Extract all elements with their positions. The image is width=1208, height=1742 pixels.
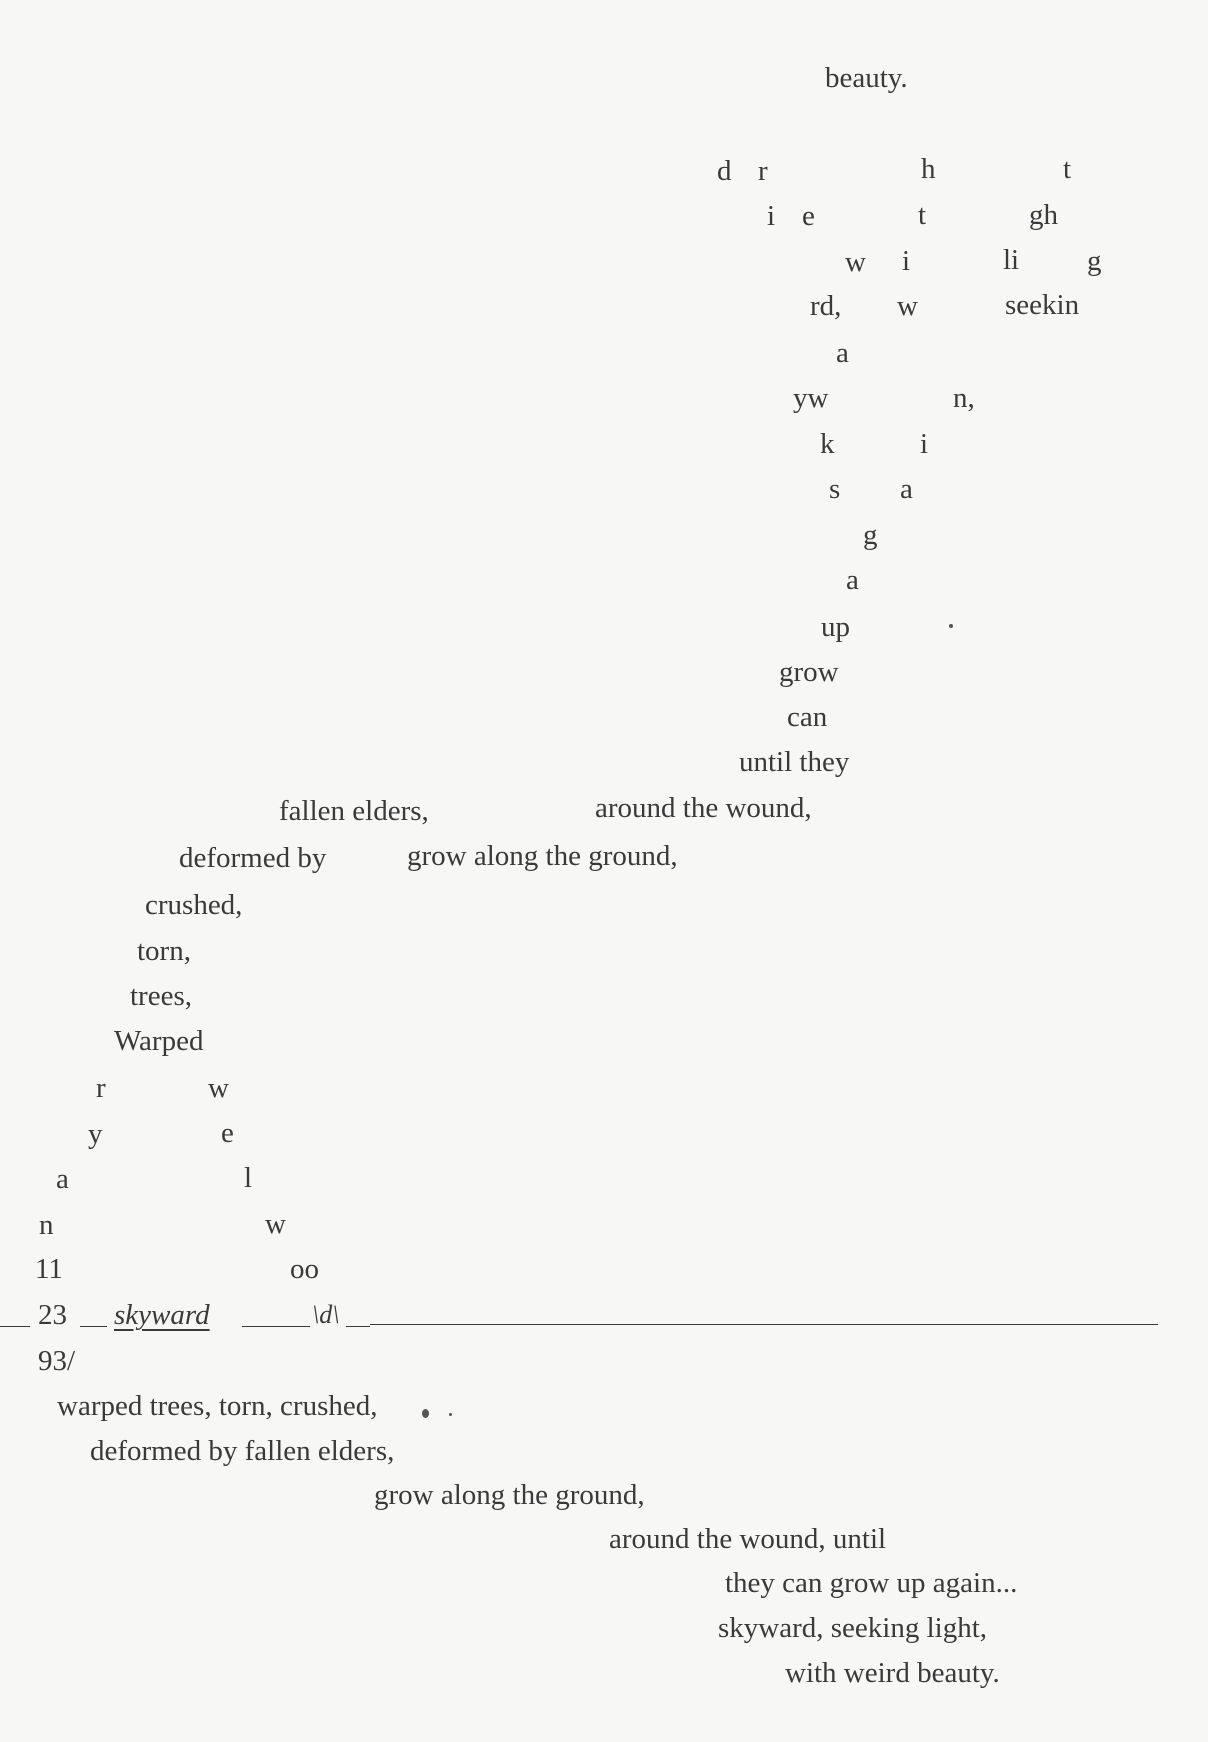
scattered-fragment: grow xyxy=(779,656,839,688)
scan-speck xyxy=(449,1413,452,1416)
scattered-fragment: g xyxy=(863,519,878,551)
prose-line: with weird beauty. xyxy=(785,1657,1000,1689)
scattered-fragment: r xyxy=(758,155,768,187)
prose-line: skyward, seeking light, xyxy=(718,1612,988,1644)
scattered-fragment: t xyxy=(918,199,927,231)
scattered-fragment: k xyxy=(820,428,835,460)
scattered-fragment: g xyxy=(1087,245,1102,277)
form-rule xyxy=(370,1324,1158,1325)
scattered-fragment: t xyxy=(1063,153,1072,185)
scattered-fragment: a xyxy=(56,1163,69,1195)
scattered-fragment: i xyxy=(920,428,929,460)
scattered-fragment: w xyxy=(897,290,918,322)
scattered-fragment: w xyxy=(265,1208,286,1240)
scattered-fragment: grow along the ground, xyxy=(407,840,678,872)
scattered-fragment: up xyxy=(821,611,850,643)
prose-line: warped trees, torn, crushed, xyxy=(57,1390,378,1422)
scattered-fragment: i xyxy=(902,245,911,277)
form-mark: \d\ xyxy=(312,1300,340,1329)
scattered-fragment: li xyxy=(1003,244,1020,276)
scattered-fragment: gh xyxy=(1029,199,1058,231)
scattered-fragment: torn, xyxy=(137,935,191,967)
scattered-fragment: rd, xyxy=(810,290,842,322)
scattered-fragment: n, xyxy=(953,382,975,414)
scattered-fragment: 11 xyxy=(35,1253,63,1285)
form-number: 23 xyxy=(38,1299,67,1331)
scattered-fragment: trees, xyxy=(130,980,192,1012)
scattered-fragment: a xyxy=(900,473,913,505)
scattered-fragment: seekin xyxy=(1005,289,1080,321)
scattered-fragment: w xyxy=(208,1072,229,1104)
prose-line: around the wound, until xyxy=(609,1523,887,1555)
form-blank xyxy=(80,1326,107,1327)
form-word: skyward xyxy=(114,1299,210,1331)
form-blank xyxy=(346,1326,370,1327)
scattered-fragment: i xyxy=(767,200,776,232)
scattered-fragment: oo xyxy=(290,1253,319,1285)
prose-line: deformed by fallen elders, xyxy=(90,1435,395,1467)
scattered-fragment: fallen elders, xyxy=(279,795,429,827)
scattered-fragment: y xyxy=(88,1118,103,1150)
scattered-fragment: around the wound, xyxy=(595,792,812,824)
scattered-fragment: a xyxy=(836,337,849,369)
scattered-fragment: until they xyxy=(739,746,850,778)
form-blank xyxy=(0,1326,30,1327)
scattered-fragment: deformed by xyxy=(179,842,327,874)
scan-speck xyxy=(949,624,953,628)
prose-line: they can grow up again... xyxy=(725,1567,1018,1599)
scattered-fragment: d xyxy=(717,155,732,187)
scattered-fragment: e xyxy=(802,200,815,232)
scattered-fragment: Warped xyxy=(114,1025,204,1057)
form-blank xyxy=(242,1326,310,1327)
scattered-fragment: crushed, xyxy=(145,889,243,921)
scattered-fragment: yw xyxy=(793,382,829,414)
scattered-fragment: w xyxy=(845,246,866,278)
top-word: beauty. xyxy=(825,62,908,94)
scattered-fragment: a xyxy=(846,564,859,596)
mark-93: 93/ xyxy=(38,1345,76,1377)
scattered-fragment: l xyxy=(244,1162,253,1194)
scattered-fragment: r xyxy=(96,1072,106,1104)
prose-line: grow along the ground, xyxy=(374,1479,645,1511)
scattered-fragment: can xyxy=(787,701,828,733)
scattered-fragment: n xyxy=(39,1209,54,1241)
scattered-fragment: s xyxy=(829,473,841,505)
scattered-fragment: h xyxy=(921,153,936,185)
ink-smudge xyxy=(422,1409,429,1418)
scattered-fragment: e xyxy=(221,1117,234,1149)
